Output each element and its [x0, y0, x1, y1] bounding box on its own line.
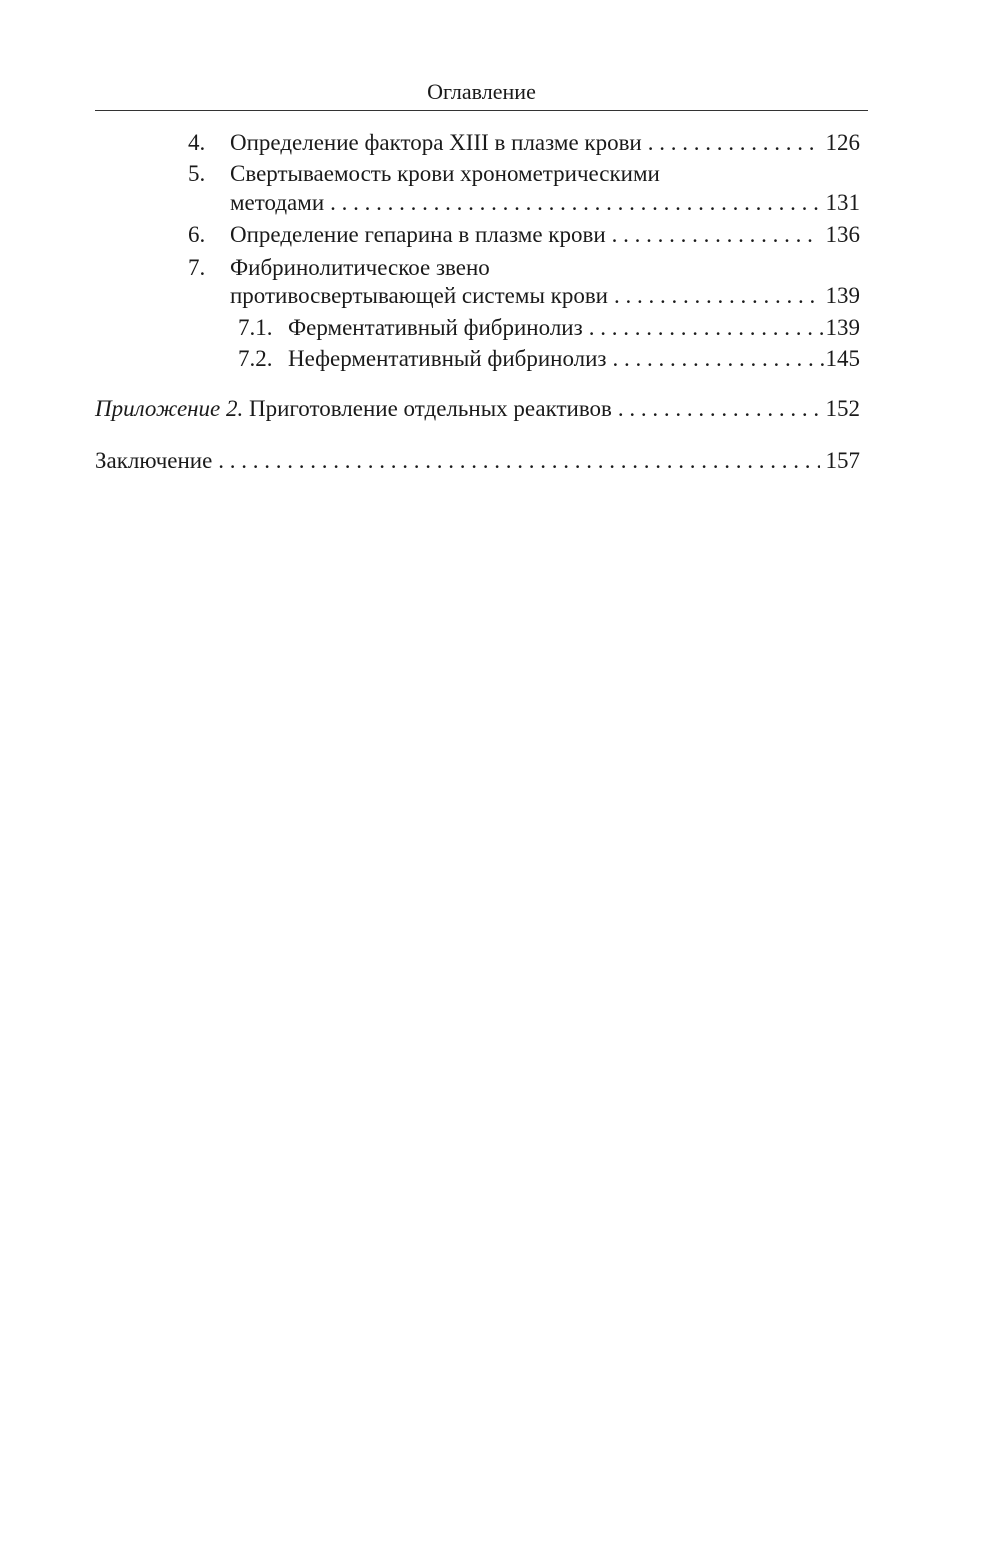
- toc-entry-title: Неферментативный фибринолиз: [288, 346, 607, 371]
- toc-entry-page: 131: [825, 190, 860, 215]
- toc-entry-title-continued: методами: [230, 190, 325, 215]
- toc-entry-title-continued: противосвертывающей системы крови: [230, 283, 608, 308]
- toc-entry-page: 136: [825, 222, 860, 247]
- toc-entry-title: Фибринолитическое звено: [230, 255, 490, 280]
- toc-entry-7-line1[interactable]: [188, 253, 490, 283]
- toc-entry-page: 139: [825, 315, 860, 340]
- appendix-label: Приложение 2.: [95, 396, 244, 421]
- toc-entry-page: 157: [825, 448, 860, 473]
- toc-entry-title: Определение гепарина в плазме крови: [230, 222, 606, 247]
- toc-entry-title: Определение фактора XIII в плазме крови: [230, 130, 642, 155]
- toc-entry-conclusion[interactable]: [95, 446, 860, 476]
- toc-entry-number: 6.: [188, 222, 206, 247]
- toc-entry-page: 139: [825, 283, 860, 308]
- dot-leader: [618, 394, 820, 424]
- toc-entry-title: Ферментативный фибринолиз: [288, 315, 583, 340]
- toc-entry-title: [95, 394, 612, 424]
- toc-entry-4[interactable]: [188, 128, 860, 158]
- dot-leader: [612, 220, 820, 250]
- toc-entry-5[interactable]: [230, 188, 860, 218]
- toc-entry-page: 152: [825, 396, 860, 421]
- header-rule: [95, 110, 868, 111]
- toc-entry-number: 7.: [188, 255, 206, 280]
- dot-leader: [613, 344, 826, 374]
- toc-entry-6[interactable]: [188, 220, 860, 250]
- appendix-title: Приготовление отдельных реактивов: [249, 396, 612, 421]
- toc-entry-page: 126: [825, 130, 860, 155]
- toc-entry-number: 7.2.: [238, 346, 273, 371]
- toc-entry-title: Заключение: [95, 448, 213, 473]
- toc-entry-7-2[interactable]: [238, 344, 860, 374]
- toc-entry-number: 5.: [188, 161, 206, 186]
- toc-entry-title: Свертываемость крови хронометрическими: [230, 161, 660, 186]
- toc-entry-number: 7.1.: [238, 315, 273, 340]
- toc-entry-7-1[interactable]: [238, 313, 860, 343]
- toc-entry-page: 145: [825, 346, 860, 371]
- toc-entry-number: 4.: [188, 130, 206, 155]
- toc-entry-appendix-2[interactable]: [95, 394, 860, 424]
- running-head: Оглавление: [427, 79, 536, 104]
- dot-leader: [218, 446, 819, 476]
- toc-entry-5-line1[interactable]: [188, 159, 660, 189]
- dot-leader: [330, 188, 819, 218]
- dot-leader: [648, 128, 820, 158]
- dot-leader: [614, 281, 820, 311]
- toc-entry-7[interactable]: [230, 281, 860, 311]
- dot-leader: [589, 313, 826, 343]
